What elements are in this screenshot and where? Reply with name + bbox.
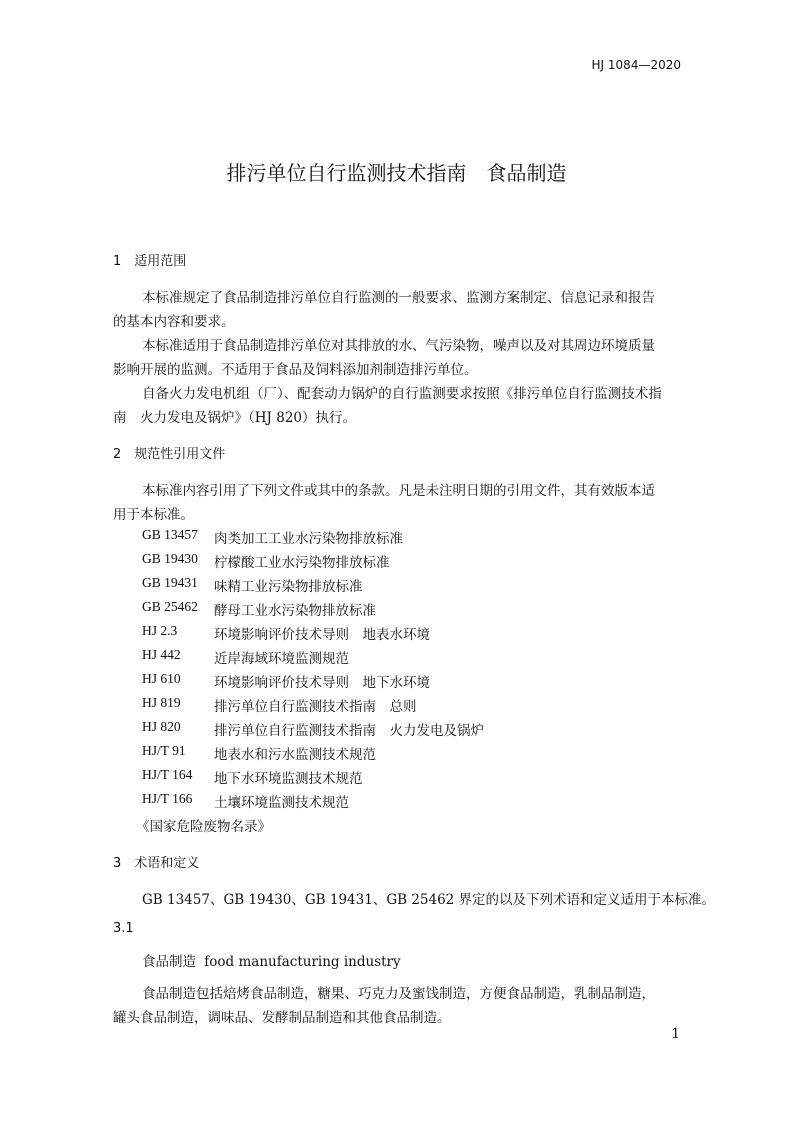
- ref-code: HJ 819: [142, 695, 181, 710]
- ref-code: HJ/T 91: [142, 743, 186, 758]
- s2-p1-line2: 用于本标准。: [113, 507, 194, 523]
- ref-title: 味精工业污染物排放标准: [214, 579, 363, 595]
- ref-code: HJ 442: [142, 647, 181, 662]
- ref-code: HJ/T 166: [142, 791, 193, 806]
- ref-title: 排污单位自行监测技术指南 火力发电及锅炉: [214, 723, 484, 739]
- page-title: 排污单位自行监测技术指南 食品制造: [226, 161, 567, 185]
- ref-title: 排污单位自行监测技术指南 总则: [214, 699, 417, 715]
- ref-code: HJ 820: [142, 719, 181, 734]
- term-cn: 食品制造: [142, 954, 196, 970]
- ref-title: 地表水和污水监测技术规范: [214, 747, 376, 763]
- ref-title: 酵母工业水污染物排放标准: [214, 603, 376, 619]
- s2-p1-line1: 本标准内容引用了下列文件或其中的条款。凡是未注明日期的引用文件，其有效版本适: [142, 483, 655, 499]
- ref-title: 柠檬酸工业水污染物排放标准: [214, 555, 390, 571]
- ref-title: 土壤环境监测技术规范: [214, 795, 349, 811]
- ref-code: GB 25462: [142, 599, 198, 614]
- section-1-heading: 1 适用范围: [113, 254, 187, 269]
- ref-code: GB 19431: [142, 575, 198, 590]
- ref-code: HJ 2.3: [142, 623, 178, 638]
- term-line: [142, 950, 401, 970]
- ref-title: 环境影响评价技术导则 地下水环境: [214, 675, 430, 691]
- s3-def-line1: 食品制造包括焙烤食品制造，糖果、巧克力及蜜饯制造，方便食品制造，乳制品制造，: [142, 986, 655, 1002]
- s1-p3-line1: 自备火力发电机组（厂）、配套动力锅炉的自行监测要求按照《排污单位自行监测技术指: [142, 386, 662, 402]
- page-number: 1: [671, 1026, 680, 1042]
- s3-def-line2: 罐头食品制造，调味品、发酵制品制造和其他食品制造。: [113, 1010, 451, 1026]
- section-3-heading: 3 术语和定义: [113, 856, 200, 871]
- section-2-heading: 2 规范性引用文件: [113, 447, 226, 462]
- ref-title: 环境影响评价技术导则 地表水环境: [214, 627, 430, 643]
- s1-p1-line2: 的基本内容和要求。: [113, 314, 235, 330]
- s1-p2-line2: 影响开展的监测。不适用于食品及饲料添加剂制造排污单位。: [113, 362, 478, 378]
- ref-title: 近岸海域环境监测规范: [214, 651, 349, 667]
- term-en: food manufacturing industry: [204, 954, 401, 970]
- ref-code: HJ/T 164: [142, 767, 193, 782]
- s3-p1: GB 13457、GB 19430、GB 19431、GB 25462 界定的以及下列术语和定义适用于本标准。: [142, 892, 716, 908]
- ref-code: GB 13457: [142, 527, 198, 542]
- subsection-number: 3.1: [113, 921, 134, 936]
- ref-code: HJ 610: [142, 671, 181, 686]
- s1-p2-line1: 本标准适用于食品制造排污单位对其排放的水、气污染物，噪声以及对其周边环境质量: [142, 338, 655, 354]
- ref-title: 肉类加工工业水污染物排放标准: [214, 531, 403, 547]
- standard-code: HJ 1084—2020: [591, 58, 681, 72]
- ref-code: GB 19430: [142, 551, 198, 566]
- ref-title: 地下水环境监测技术规范: [214, 771, 363, 787]
- ref-last: 《国家危险废物名录》: [136, 819, 271, 835]
- s1-p1-line1: 本标准规定了食品制造排污单位自行监测的一般要求、监测方案制定、信息记录和报告: [142, 290, 655, 306]
- s1-p3-line2: 南 火力发电及锅炉》（HJ 820）执行。: [113, 410, 356, 426]
